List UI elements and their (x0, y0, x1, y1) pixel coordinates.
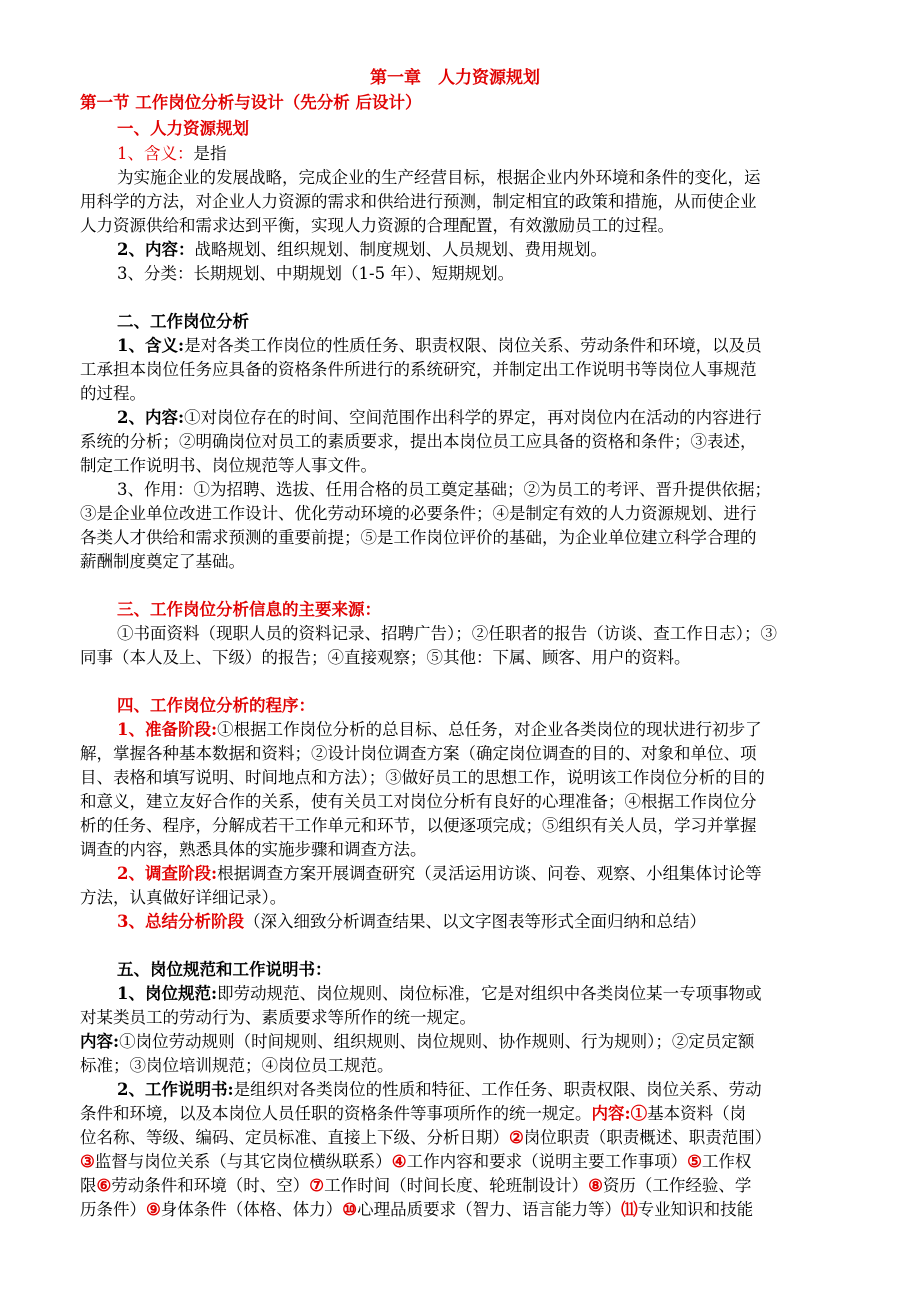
s4-prep-line-0: ①根据工作岗位分析的总目标、总任务，对企业各类岗位的现状进行初步了 (217, 720, 762, 739)
s2-meaning (117, 334, 762, 358)
s2-content-line-0: ①对岗位存在的时间、空间范围作出科学的界定，再对岗位内在活动的内容进行 (184, 408, 762, 427)
s5-l6-text-0: 历条件） (80, 1200, 146, 1219)
s2-role-line-2: 各类人才供给和需求预测的重要前提；⑤是工作岗位评价的基础，为企业单位建立科学合理的 (80, 528, 757, 547)
s1-content (117, 238, 607, 262)
s4-prep-label: 1、准备阶段: (117, 720, 218, 739)
s5-l4-text-0: 监督与岗位关系（与其它岗位横纵联系） (94, 1152, 392, 1171)
s4-prep-line-2: 目、表格和填写说明、时间地点和方法）；③做好员工的思想工作，说明该工作岗位分析的目的 (80, 768, 765, 787)
s1-meaning-line-0: 为实施企业的发展战略，完成企业的生产经营目标，根据企业内外环境和条件的变化，运 (117, 168, 761, 187)
s5-desc-line-3-tail: 岗位职责（职责概述、职责范围） (523, 1128, 772, 1147)
s5-desc-line-2-text: 条件和环境，以及本岗位人员任职的资格条件等事项所作的统一规定。 (80, 1104, 592, 1123)
s5-spec-label: 1、岗位规范: (117, 984, 218, 1003)
s4-summary-text: （深入细致分析调查结果、以文字图表等形式全面归纳和总结） (243, 912, 706, 931)
section-title: 第一节 工作岗位分析与设计（先分析 后设计） (80, 93, 422, 112)
s2-role-line-0: 3、作用：①为招聘、选拔、任用合格的员工奠定基础；②为员工的考评、晋升提供依据； (117, 480, 771, 499)
s5-desc-line-2 (80, 1102, 746, 1126)
s5-l4-text-2: 工作权 (701, 1152, 752, 1171)
s3-line-0: ①书面资料（现职人员的资料记录、招聘广告）；②任职者的报告（访谈、查工作日志）；③ (117, 624, 777, 643)
s5-desc-line-5 (80, 1174, 751, 1198)
s5-desc-label: 2、工作说明书: (117, 1080, 234, 1099)
s5-l5-num-3: ⑧ (588, 1176, 603, 1195)
s2-role-line-3: 薪酬制度奠定了基础。 (80, 552, 245, 571)
s5-l5-text-1: 劳动条件和环境（时、空） (111, 1176, 310, 1195)
s5-l5-text-2: 工作时间（时间长度、轮班制设计） (324, 1176, 589, 1195)
s5-spec-content-line-1: 标准；③岗位培训规范；④岗位员工规范。 (80, 1056, 394, 1075)
s4-prep-line-1: 解，掌握各种基本数据和资料；②设计岗位调查方案（确定岗位调查的目的、对象和单位、项 (80, 744, 757, 763)
s5-desc-line-3-text: 位名称、等级、编码、定员标准、直接上下级、分析日期） (80, 1128, 509, 1147)
s3-heading: 三、工作岗位分析信息的主要来源： (117, 600, 381, 619)
s4-summary-label: 3、总结分析阶段 (117, 912, 244, 931)
s1-meaning-line-1: 用科学的方法，对企业人力资源的需求和供给进行预测，制定相宜的政策和措施，从而使企业 (80, 192, 757, 211)
s2-meaning-label: 1、含义: (117, 336, 185, 355)
s5-heading: 五、岗位规范和工作说明书： (117, 960, 332, 979)
s2-meaning-line-0: 是对各类工作岗位的性质任务、职责权限、岗位关系、劳动条件和环境，以及员 (184, 336, 762, 355)
s5-l4-num-2: ⑤ (687, 1152, 702, 1171)
s4-survey-line-1: 方法，认真做好详细记录）。 (80, 888, 287, 907)
s5-l6-text-2: 心理品质要求（智力、语言能力等） (357, 1200, 622, 1219)
s4-prep-line-5: 调查的内容，熟悉具体的实施步骤和调查方法。 (80, 840, 427, 859)
s1-class: 3、分类：长期规划、中期规划（1-5 年）、短期规划。 (117, 264, 515, 283)
s5-desc-line-6 (80, 1198, 753, 1222)
s5-l6-text-1: 身体条件（体格、体力） (160, 1200, 343, 1219)
s5-spec-content-line-0: ①岗位劳动规则（时间规则、组织规则、岗位规则、协作规则、行为规则）；②定员定额 (119, 1032, 755, 1051)
s2-role-line-1: ③是企业单位改进工作设计、优化劳动环境的必要条件；④是制定有效的人力资源规划、进行 (80, 504, 757, 523)
s2-content-label: 2、内容: (117, 408, 185, 427)
s5-spec-content (80, 1030, 754, 1054)
s4-heading: 四、工作岗位分析的程序： (117, 696, 315, 715)
s4-survey-label: 2、调查阶段: (117, 864, 218, 883)
s5-l5-num-2: ⑦ (309, 1176, 325, 1195)
s5-spec-content-label: 内容: (80, 1032, 120, 1051)
s5-desc-line-1: 是组织对各类岗位的性质和特征、工作任务、职责权限、岗位关系、劳动 (233, 1080, 762, 1099)
s5-l4-num-0: ③ (80, 1152, 95, 1171)
s5-l6-num-1: ⑨ (146, 1200, 161, 1219)
s5-spec-line-1: 对某类员工的劳动行为、素质要求等所作的统一规定。 (80, 1008, 476, 1027)
s4-prep (117, 718, 762, 742)
s1-meaning-line-2: 人力资源供给和需求达到平衡，实现人力资源的合理配置，有效激励员工的过程。 (80, 216, 674, 235)
s1-content-label: 2、内容： (117, 240, 195, 259)
chapter-title: 第一章 人力资源规划 (370, 68, 540, 88)
s5-l5-text-3: 资历（工作经验、学 (602, 1176, 752, 1195)
s1-content-text: 战略规划、组织规划、制度规划、人员规划、费用规划。 (194, 240, 607, 259)
s5-desc-line-2-num: ① (630, 1104, 648, 1123)
s2-content (117, 406, 762, 430)
s1-meaning-label: 1、含义： (117, 144, 194, 163)
s2-content-line-2: 制定工作说明书、岗位规范等人事文件。 (80, 456, 377, 475)
s5-l6-text-3: 专业知识和技能 (637, 1200, 754, 1219)
s5-desc (117, 1078, 762, 1102)
s5-l6-num-3: ⑾ (621, 1200, 638, 1219)
s4-prep-line-4: 析的任务、程序，分解成若干工作单元和环节，以便逐项完成；⑤组织有关人员，学习并掌握 (80, 816, 757, 835)
s1-meaning-rest: 是指 (193, 144, 227, 163)
s5-desc-line-4 (80, 1150, 751, 1174)
s5-desc-line-3-num: ② (509, 1128, 524, 1147)
s5-l5-text-0: 限 (80, 1176, 97, 1195)
s1-meaning (117, 142, 227, 166)
s5-desc-line-3 (80, 1126, 771, 1150)
s5-spec-line-0: 即劳动规范、岗位规则、岗位标准，它是对组织中各类岗位某一专项事物或 (217, 984, 762, 1003)
s1-heading: 一、人力资源规划 (117, 119, 249, 138)
s4-prep-line-3: 和意义，建立友好合作的关系，使有关员工对岗位分析有良好的心理准备；④根据工作岗位分 (80, 792, 757, 811)
s2-content-line-1: 系统的分析；②明确岗位对员工的素质要求，提出本岗位员工应具备的资格和条件；③表述， (80, 432, 757, 451)
s2-meaning-line-1: 工承担本岗位任务应具备的资格条件所进行的系统研究，并制定出工作说明书等岗位人事规范 (80, 360, 757, 379)
s5-spec (117, 982, 762, 1006)
s3-line-1: 同事（本人及上、下级）的报告；④直接观察；⑤其他：下属、顾客、用户的资料。 (80, 648, 691, 667)
s5-desc-line-2-tail: 基本资料（岗 (647, 1104, 747, 1123)
s4-summary (117, 910, 706, 934)
s4-survey-line-0: 根据调查方案开展调查研究（灵活运用访谈、问卷、观察、小组集体讨论等 (217, 864, 762, 883)
s5-l4-num-1: ④ (391, 1152, 407, 1171)
s2-meaning-line-2: 的过程。 (80, 384, 146, 403)
s4-survey (117, 862, 762, 886)
s5-l6-num-2: ⑩ (342, 1200, 358, 1219)
s5-l5-num-1: ⑥ (96, 1176, 112, 1195)
s5-l4-text-1: 工作内容和要求（说明主要工作事项） (406, 1152, 688, 1171)
s2-heading: 二、工作岗位分析 (117, 312, 249, 331)
s5-desc-line-2-label: 内容: (591, 1104, 631, 1123)
